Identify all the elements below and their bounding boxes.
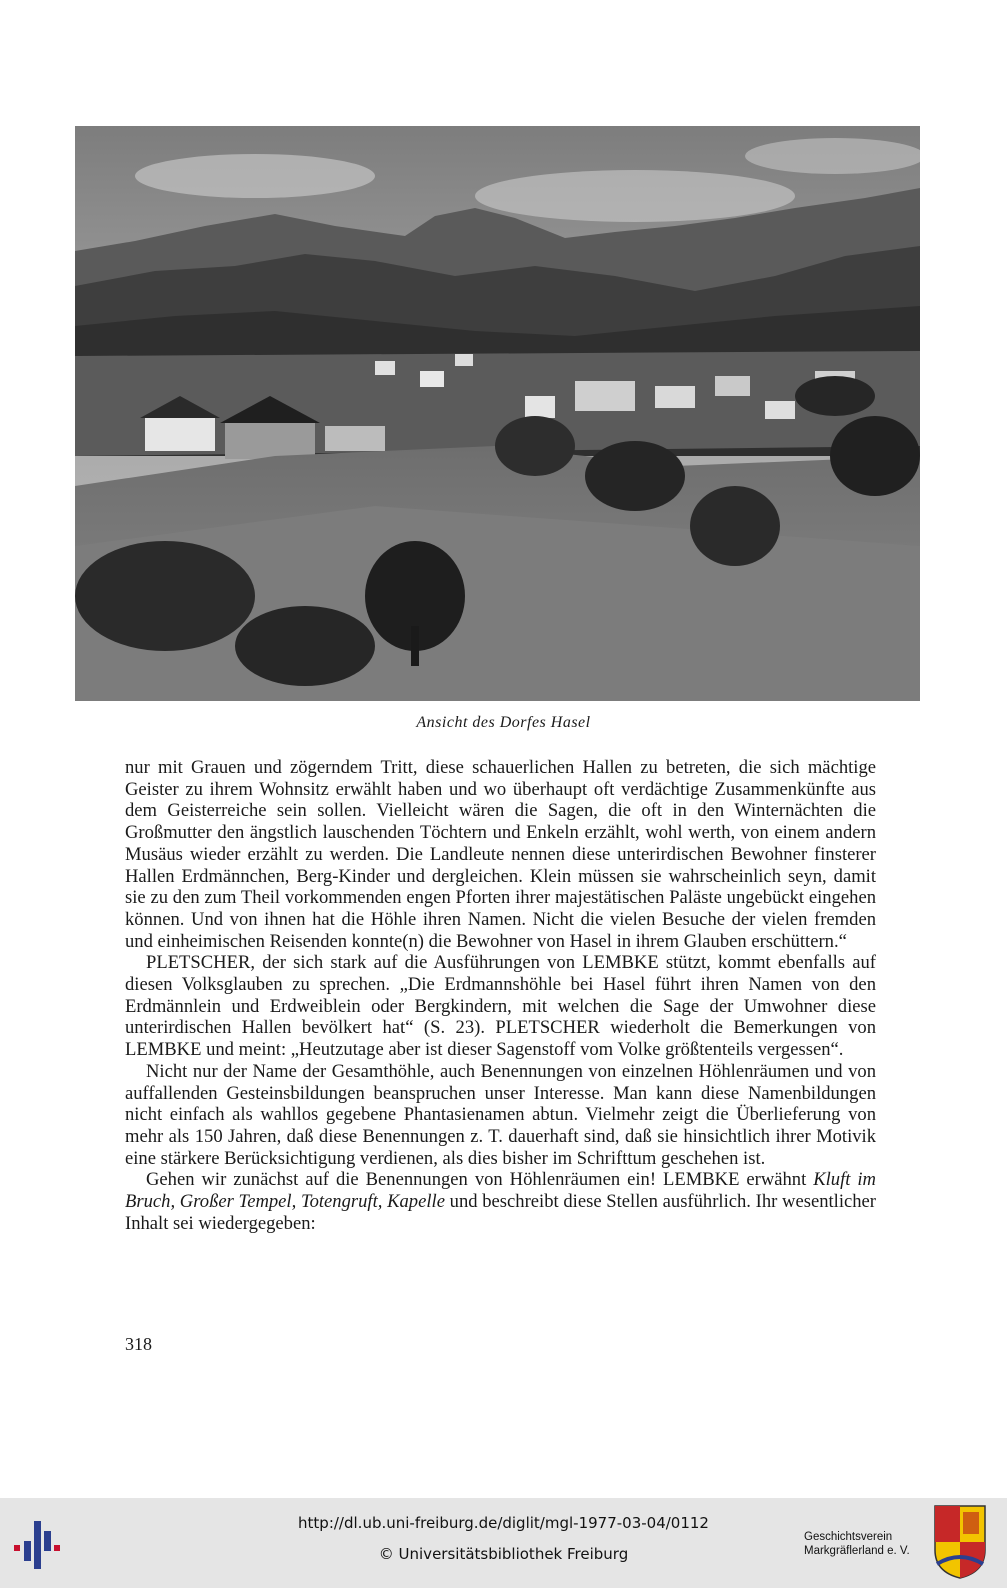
- paragraph-3: Nicht nur der Name der Gesamthöhle, auch Benennungen von einzelnen Höhlenräumen und von auffallenden Gesteinsbildungen beanspruchen unser Interesse. Man kann diese Namenbildungen nicht einfach als wahllos gegebene Phantasienamen abtun. Vielmehr zeigt die Überlieferung von mehr als 150 Jahren, daß diese Benennungen z. T. dauerhaft sind, daß sie hinsichtlich ihrer Motivik eine stärkere Berücksichtigung verdienen, als dies bisher im Schrifttum geschehen ist.: [125, 1060, 876, 1169]
- page-number: 318: [125, 1334, 152, 1354]
- society-line-2: Markgräflerland e. V.: [804, 1545, 910, 1557]
- permalink-url[interactable]: http://dl.ub.uni-freiburg.de/diglit/mgl-1977-03-04/0112: [298, 1514, 709, 1532]
- society-line-1: Geschichtsverein: [804, 1531, 893, 1543]
- paragraph-1: nur mit Grauen und zögerndem Tritt, diese schauerlichen Hallen zu betreten, die sich mächtige Geister zu ihrem Wohnsitz erwählt haben und wo überhaupt oft verdächtige Zusammenkünfte aus dem Geisterreiche sein sollen. Vielleicht wären die Sagen, die oft in den Winternächten die Großmutter den ängstlich lauschenden Töchtern und Enkeln erzählt, wohl werth, von einem andern Musäus wieder erzählt zu werden. Die Landleute nennen diese unterirdischen Bewohner finsterer Hallen Erdmännchen, Berg-Kinder und dergleichen. Klein müssen sie wahrscheinlich seyn, damit sie zu den zum Theil vorkommenden engen Pforten ihrer majestätischen Paläste ungebückt eingehen können. Und von ihnen hat die Höhle ihren Namen. Nicht die vielen Besuche der vielen fremden und einheimischen Reisenden konnte(n) die Bewohner von Hasel in ihrem Glauben erschüttern.“: [125, 757, 876, 952]
- landscape-photo-icon: [75, 126, 920, 701]
- paragraph-2: PLETSCHER, der sich stark auf die Ausführungen von LEMBKE stützt, kommt ebenfalls auf diesen Volksglauben zu sprechen. „Die Erdmannshöhle bei Hasel führt ihren Namen von den Erdmännlein und Erdweiblein oder Bergkindern, mit welchen die Sage der Umwohner diese unterirdischen Hallen bevölkert hat“ (S. 23). PLETSCHER wiederholt die Bemerkungen von LEMBKE und meint: „Heutzutage aber ist dieser Sagenstoff vom Volke größtenteils vergessen“.: [125, 952, 876, 1061]
- coat-of-arms-icon: [933, 1504, 987, 1580]
- paragraph-4-end: und beschreibt diese Stellen ausführlich. Ihr wesentlicher Inhalt sei wiedergegeben:: [125, 1191, 876, 1234]
- paragraph-4-start: Gehen wir zunächst auf die Benennungen von Höhlenräumen ein! LEMBKE erwähnt: [146, 1169, 814, 1191]
- figure-caption: Ansicht des Dorfes Hasel: [416, 714, 591, 731]
- footer-bar: [0, 1498, 1007, 1588]
- copyright-notice: © Universitätsbibliothek Freiburg: [378, 1545, 629, 1563]
- paragraph-4-italic-names: Kluft im Bruch, Großer Tempel, Totengruft, Kapelle: [125, 1169, 876, 1213]
- paragraph-4: [125, 1169, 876, 1234]
- society-name: [804, 1530, 910, 1558]
- village-photo: [75, 126, 920, 701]
- body-text: [125, 757, 876, 1234]
